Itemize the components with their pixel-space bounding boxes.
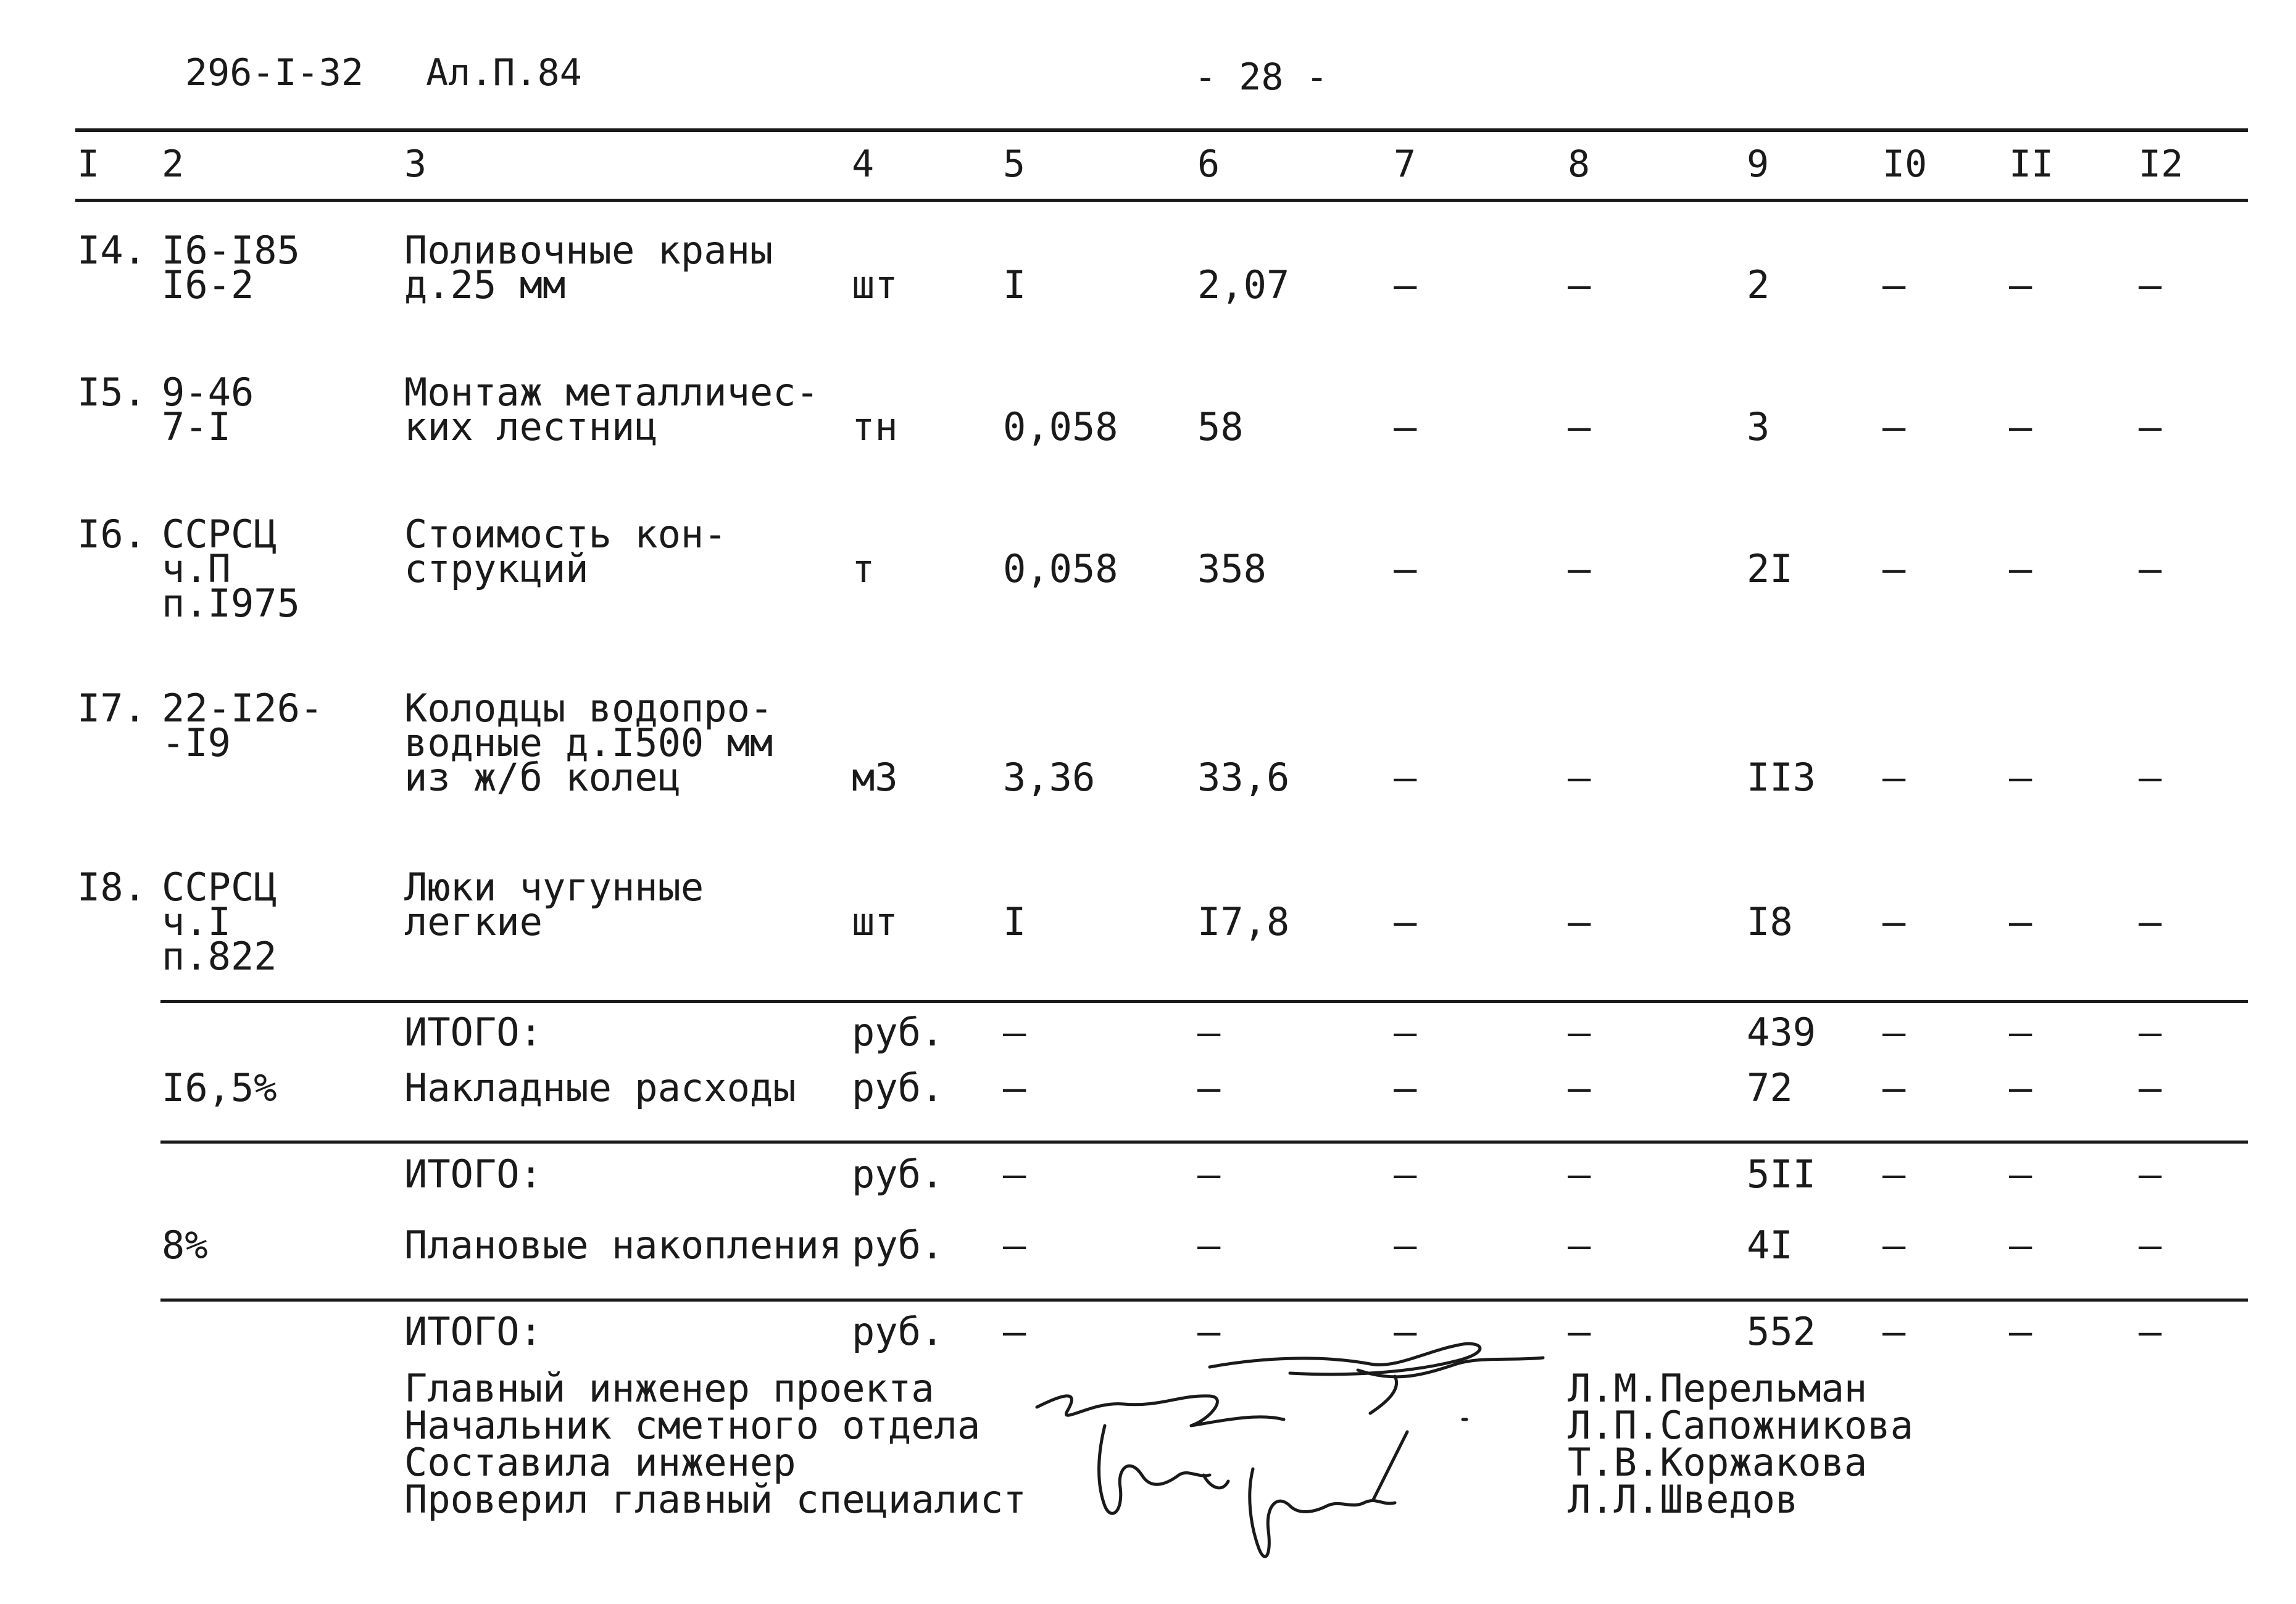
summary-dash: – (2139, 1309, 2162, 1354)
total-cost: I8 (1747, 899, 1793, 944)
summary-dash: – (1568, 1065, 1591, 1110)
cell-c12: – (2139, 899, 2162, 944)
summary-dash: – (1197, 1065, 1221, 1110)
summary-dash: – (1882, 1065, 1906, 1110)
cell-c7: – (1394, 899, 1417, 944)
summary-dash: – (1882, 1223, 1906, 1268)
summary-dash: – (2009, 1010, 2032, 1055)
row-number: I5. (77, 370, 146, 415)
summary-dash: – (1003, 1152, 1026, 1197)
total-cost: 2I (1747, 546, 1793, 591)
cell-c12: – (2139, 546, 2162, 591)
summary-dash: – (1394, 1152, 1417, 1197)
signer-name: Л.М.Перельман (1568, 1366, 1868, 1411)
summary-dash: – (1003, 1223, 1026, 1268)
summary-label: Накладные расходы (404, 1065, 796, 1110)
summary-dash: – (2009, 1152, 2032, 1197)
unit-price: I7,8 (1197, 899, 1290, 944)
summary-dash: – (2009, 1309, 2032, 1354)
total-cost: II3 (1747, 755, 1816, 800)
summary-dash: – (1394, 1010, 1417, 1055)
summary-dash: – (2139, 1152, 2162, 1197)
signer-role: Главный инженер проекта (404, 1366, 934, 1411)
signer-role: Проверил главный специалист (404, 1477, 1026, 1522)
summary-rule-2 (160, 1141, 2248, 1144)
summary-total: 72 (1747, 1065, 1793, 1110)
unit: тн (852, 404, 898, 449)
summary-dash: – (2009, 1065, 2032, 1110)
top-rule (75, 128, 2248, 132)
quantity: 0,058 (1003, 546, 1118, 591)
cell-c8: – (1568, 755, 1591, 800)
column-header-3: 3 (404, 143, 427, 186)
summary-label: ИТОГО: (404, 1010, 543, 1055)
row-number: I4. (77, 228, 146, 273)
quantity: 3,36 (1003, 755, 1096, 800)
work-description: Стоимость кон- струкций (404, 512, 727, 591)
summary-dash: – (2139, 1065, 2162, 1110)
cell-c7: – (1394, 755, 1417, 800)
norm-code: 9-46 7-I (162, 370, 254, 449)
cell-c12: – (2139, 262, 2162, 307)
summary-label: ИТОГО: (404, 1152, 543, 1197)
norm-code: 22-I26- -I9 (162, 686, 323, 765)
summary-unit: руб. (852, 1152, 944, 1197)
column-header-4: 4 (852, 143, 875, 186)
cell-c10: – (1882, 546, 1906, 591)
cell-c7: – (1394, 404, 1417, 449)
row-number: I7. (77, 686, 146, 731)
summary-dash: – (1197, 1010, 1221, 1055)
signer-name: Л.Л.Шведов (1568, 1477, 1799, 1522)
summary-dash: – (1197, 1223, 1221, 1268)
signer-role: Составила инженер (404, 1440, 796, 1485)
summary-dash: – (1882, 1010, 1906, 1055)
summary-unit: руб. (852, 1223, 944, 1268)
summary-dash: – (2139, 1010, 2162, 1055)
work-description: Монтаж металличес- ких лестниц (404, 370, 819, 449)
unit: м3 (852, 755, 898, 800)
column-header-5: 5 (1003, 143, 1026, 186)
summary-total: 5II (1747, 1152, 1816, 1197)
unit: шт (852, 899, 898, 944)
summary-label: ИТОГО: (404, 1309, 543, 1354)
cell-c11: – (2009, 404, 2032, 449)
work-description: Люки чугунные легкие (404, 865, 704, 944)
summary-total: 552 (1747, 1309, 1816, 1354)
summary-total: 4I (1747, 1223, 1793, 1268)
summary-unit: руб. (852, 1309, 944, 1354)
album-number: Ал.П.84 (426, 51, 582, 94)
summary-dash: – (1003, 1010, 1026, 1055)
cell-c10: – (1882, 899, 1906, 944)
cell-c11: – (2009, 262, 2032, 307)
cell-c11: – (2009, 546, 2032, 591)
summary-dash: – (1568, 1010, 1591, 1055)
column-header-7: 7 (1394, 143, 1416, 186)
work-description: Поливочные краны д.25 мм (404, 228, 773, 307)
cell-c10: – (1882, 755, 1906, 800)
summary-dash: – (1197, 1152, 1221, 1197)
percent-rate: I6,5% (162, 1065, 277, 1110)
document-code: 296-I-32 (185, 51, 364, 94)
column-header-8: 8 (1568, 143, 1591, 186)
summary-dash: – (1882, 1309, 1906, 1354)
cell-c10: – (1882, 404, 1906, 449)
summary-dash: – (2009, 1223, 2032, 1268)
cell-c11: – (2009, 755, 2032, 800)
unit-price: 358 (1197, 546, 1267, 591)
cell-c10: – (1882, 262, 1906, 307)
summary-rule-1 (160, 1000, 2248, 1003)
signer-name: Л.П.Сапожникова (1568, 1403, 1913, 1448)
cell-c7: – (1394, 546, 1417, 591)
cell-c11: – (2009, 899, 2032, 944)
summary-dash: – (1568, 1223, 1591, 1268)
summary-dash: – (1003, 1065, 1026, 1110)
summary-dash: – (1197, 1309, 1221, 1354)
work-description: Колодцы водопро- водные д.I500 мм из ж/б колец (404, 686, 773, 800)
column-header-2: 2 (162, 143, 185, 186)
cell-c12: – (2139, 404, 2162, 449)
row-number: I8. (77, 865, 146, 910)
summary-dash: – (1394, 1065, 1417, 1110)
column-header-10: I0 (1882, 143, 1928, 186)
row-number: I6. (77, 512, 146, 557)
summary-dash: – (1394, 1309, 1417, 1354)
summary-dash: – (1568, 1309, 1591, 1354)
cell-c12: – (2139, 755, 2162, 800)
signer-role: Начальник сметного отдела (404, 1403, 981, 1448)
total-cost: 3 (1747, 404, 1770, 449)
summary-dash: – (2139, 1223, 2162, 1268)
summary-label: Плановые накопления (404, 1223, 842, 1268)
summary-dash: – (1394, 1223, 1417, 1268)
unit-price: 58 (1197, 404, 1244, 449)
unit: т (852, 546, 875, 591)
unit: шт (852, 262, 898, 307)
unit-price: 2,07 (1197, 262, 1290, 307)
cell-c8: – (1568, 546, 1591, 591)
summary-dash: – (1882, 1152, 1906, 1197)
column-header-11: II (2009, 143, 2054, 186)
summary-unit: руб. (852, 1010, 944, 1055)
norm-code: I6-I85 I6-2 (162, 228, 300, 307)
norm-code: ССРСЦ ч.I п.822 (162, 865, 277, 979)
handwritten-signatures (1025, 1327, 1555, 1574)
norm-code: ССРСЦ ч.П п.I975 (162, 512, 300, 626)
summary-total: 439 (1747, 1010, 1816, 1055)
total-cost: 2 (1747, 262, 1770, 307)
summary-dash: – (1003, 1309, 1026, 1354)
page-number: - 28 - (1194, 56, 1328, 99)
quantity: I (1003, 262, 1026, 307)
cell-c8: – (1568, 262, 1591, 307)
header-bottom-rule (75, 199, 2248, 202)
signer-name: Т.В.Коржакова (1568, 1440, 1868, 1485)
summary-unit: руб. (852, 1065, 944, 1110)
unit-price: 33,6 (1197, 755, 1290, 800)
quantity: 0,058 (1003, 404, 1118, 449)
cell-c8: – (1568, 404, 1591, 449)
column-header-6: 6 (1197, 143, 1220, 186)
cell-c8: – (1568, 899, 1591, 944)
percent-rate: 8% (162, 1223, 208, 1268)
quantity: I (1003, 899, 1026, 944)
summary-rule-3 (160, 1299, 2248, 1302)
column-header-12: I2 (2139, 143, 2184, 186)
summary-dash: – (1568, 1152, 1591, 1197)
column-header-1: I (77, 143, 100, 186)
cell-c7: – (1394, 262, 1417, 307)
column-header-9: 9 (1747, 143, 1770, 186)
